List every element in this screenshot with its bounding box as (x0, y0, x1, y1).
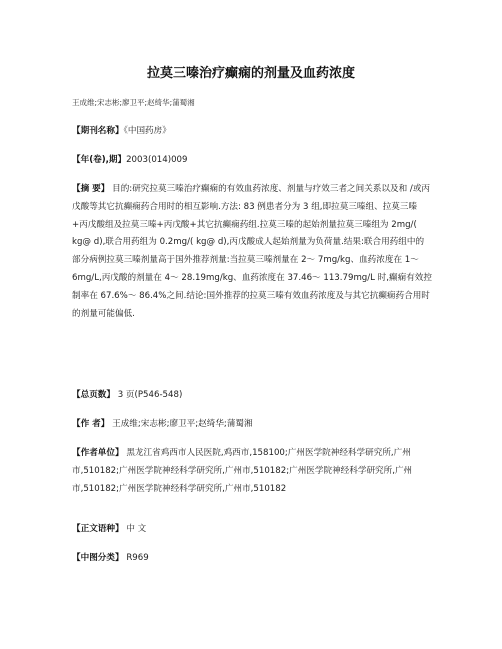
journal-value: 《中国药房》 (123, 126, 171, 136)
language-label: 【正文语种】 (72, 524, 124, 534)
affiliations-label: 【作者单位】 (72, 448, 124, 458)
abstract-field (72, 181, 432, 323)
classification-value: R969 (126, 553, 149, 563)
language-field (72, 521, 432, 539)
authors-label: 【作 者】 (72, 419, 110, 429)
document-title: 拉莫三嗪治疗癫痫的剂量及血药浓度 (146, 66, 355, 81)
affiliations-field (72, 445, 432, 498)
pages-value: 3 页(P546-548) (117, 390, 183, 400)
year-issue-field (72, 152, 432, 170)
journal-label: 【期刊名称】 (72, 126, 124, 136)
year-issue-value: 2003(014)009 (126, 155, 188, 165)
language-value: 中 文 (126, 524, 147, 534)
affiliations-value: 黑龙江省鸡西市人民医院,鸡西市,158100;广州医学院神经科学研究所,广州市,510182;广州医学院神经科学研究所,广州市,510182;广州医学院神经科学研究所,广州市,510182;广州医学院神经科学研究所,广州市,510182 (72, 448, 413, 494)
authors-field (72, 416, 432, 434)
pages-field (72, 387, 432, 405)
journal-field (72, 123, 432, 141)
author-line: 王成维;宋志彬;廖卫平;赵绮华;蒲蜀湘 (72, 98, 195, 107)
classification-field (72, 550, 432, 568)
authors-value: 王成维;宋志彬;廖卫平;赵绮华;蒲蜀湘 (112, 419, 253, 429)
year-issue-label: 【年(卷),期】 (72, 155, 127, 165)
abstract-value: 目的:研究拉莫三嗪治疗癫痫的有效血药浓度、剂量与疗效三者之间关系以及和 /或丙戊酸等其它抗癫痫药合用时的相互影响.方法: 83 例患者分为 3 组,即拉莫三嗪组、拉莫三嗪+丙戊酸组及拉莫三嗪+丙戊酸+其它抗癫痫药组.拉莫三嗪的起始剂量拉莫三嗪组为 2mg/( kg@ d),联合用药组为 0.2mg/( kg@ d),丙戊酸成人起始剂量为负荷量.结果:联合用药组中的部分病例拉莫三嗪剂量高于国外推荐剂量:当拉莫三嗪剂量在 2～ 7mg/kg、血药浓度在 1～ 6mg/L,丙戊酸的剂量在 4～ 28.19mg/kg、血药浓度在 37.46～ 113.79mg/L 时,癫痫有效控制率在 67.6%～ 86.4%之间.结论:国外推荐的拉莫三嗪有效血药浓度及与其它抗癫痫药合用时的剂量可能偏低. (72, 184, 432, 319)
abstract-label: 【摘 要】 (72, 184, 110, 194)
pages-label: 【总页数】 (72, 390, 115, 400)
classification-label: 【中图分类】 (72, 553, 124, 563)
